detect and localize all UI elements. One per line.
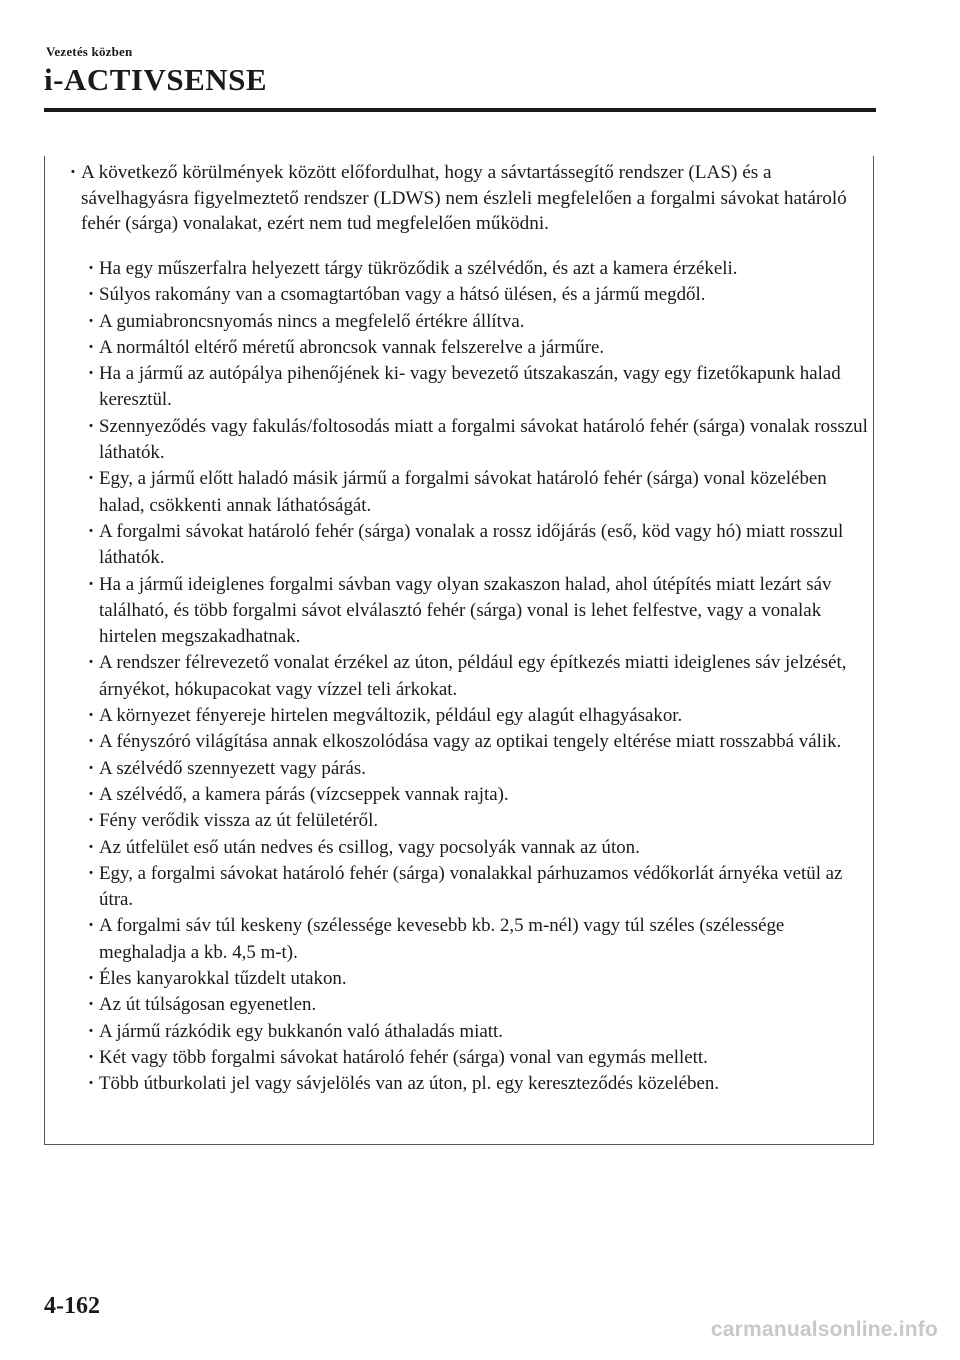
bullet-icon: · — [87, 284, 95, 306]
bullet-icon: · — [87, 363, 95, 385]
list-item-text: Az út túlságosan egyenetlen. — [99, 994, 317, 1016]
list-item-text: A környezet fényereje hirtelen megváltozik, például egy alagút elhagyásakor. — [99, 705, 683, 727]
bullet-icon: · — [87, 968, 95, 990]
list-item-text: Több útburkolati jel vagy sávjelölés van az úton, pl. egy kereszteződés közelében. — [99, 1073, 720, 1095]
bullet-icon: · — [87, 862, 95, 884]
list-item-text: Ha a jármű ideiglenes forgalmi sávban vagy olyan szakaszon halad, ahol útépítés miatt lezárt sáv található, és több forgalmi sávot elválasztó fehér (sárga) vonal is lehet felfestve, vagy a vonalak hirtelen megszakadhatnak. — [99, 573, 832, 648]
page-number: 4-162 — [44, 1293, 100, 1319]
list-item — [83, 256, 873, 282]
list-item — [83, 414, 873, 467]
bullet-icon: · — [87, 705, 95, 727]
list-item — [83, 519, 873, 572]
list-item-text: A forgalmi sáv túl keskeny (szélessége kevesebb kb. 2,5 m-nél) vagy túl széles (szélessége meghaladja a kb. 4,5 m-t). — [99, 915, 785, 963]
section-label: Vezetés közben — [46, 44, 133, 59]
bullet-icon: · — [87, 810, 95, 832]
bullet-icon: · — [87, 652, 95, 674]
bullet-icon: · — [87, 994, 95, 1016]
list-item — [83, 282, 873, 308]
condition-list — [83, 256, 873, 1098]
list-item-text: Az útfelület eső után nedves és csillog, vagy pocsolyák vannak az úton. — [99, 836, 640, 858]
bullet-icon: · — [87, 1073, 95, 1095]
list-item — [83, 966, 873, 992]
list-item — [83, 992, 873, 1018]
caution-note-box — [44, 156, 874, 1145]
bullet-icon: · — [87, 468, 95, 490]
watermark-logo: carmanualsonline.info — [710, 1318, 938, 1341]
bullet-icon: · — [87, 731, 95, 753]
list-item-text: Ha egy műszerfalra helyezett tárgy tükröződik a szélvédőn, és azt a kamera érzékeli. — [99, 258, 738, 279]
list-item-text: Egy, a jármű előtt haladó másik jármű a forgalmi sávokat határoló fehér (sárga) vonal közelében halad, csökkenti annak láthatóságát. — [99, 468, 827, 516]
list-item-text: Ha a jármű az autópálya pihenőjének ki- vagy bevezető útszakaszán, vagy egy fizetőkapunk halad keresztül. — [99, 363, 841, 411]
list-item — [83, 1071, 873, 1097]
list-item-text: A forgalmi sávokat határoló fehér (sárga) vonalak a rossz időjárás (eső, köd vagy hó) miatt rosszul láthatók. — [99, 520, 844, 569]
list-item — [83, 361, 873, 414]
list-item-text: Éles kanyarokkal tűzdelt utakon. — [99, 968, 347, 990]
list-item — [83, 861, 873, 914]
list-item-text: Szennyeződés vagy fakulás/foltosodás miatt a forgalmi sávokat határoló fehér (sárga) vonalak rosszul láthatók. — [99, 415, 868, 464]
list-item-text: A rendszer félrevezető vonalat érzékel az úton, például egy építkezés miatti ideiglenes sáv jelzését, árnyékot, hókupacokat vagy vízzel teli árkokat. — [99, 652, 847, 700]
list-item — [83, 808, 873, 834]
list-item-text: A szélvédő, a kamera párás (vízcseppek vannak rajta). — [99, 783, 509, 805]
bullet-icon: · — [87, 1020, 95, 1042]
list-item — [83, 782, 873, 808]
bullet-icon: · — [87, 836, 95, 858]
list-item — [83, 835, 873, 861]
bullet-icon: · — [87, 915, 95, 937]
bullet-icon: · — [87, 336, 95, 358]
list-item-text: A szélvédő szennyezett vagy párás. — [99, 757, 366, 779]
bullet-icon: · — [87, 783, 95, 805]
list-item-text: A gumiabroncsnyomás nincs a megfelelő értékre állítva. — [99, 310, 525, 332]
list-item — [83, 650, 873, 703]
list-item-text: A normáltól eltérő méretű abroncsok vannak felszerelve a járműre. — [99, 336, 605, 358]
bullet-icon: · — [87, 573, 95, 595]
bullet-icon: · — [87, 520, 95, 542]
bullet-icon: · — [87, 757, 95, 779]
list-item — [83, 913, 873, 966]
list-item — [83, 1019, 873, 1045]
bullet-icon: · — [87, 415, 95, 437]
list-item — [83, 729, 873, 755]
list-item-text: Súlyos rakomány van a csomagtartóban vagy a hátsó ülésen, és a jármű megdől. — [99, 284, 706, 306]
list-item — [83, 309, 873, 335]
note-intro — [65, 160, 865, 237]
list-item-text: A fényszóró világítása annak elkoszolódása vagy az optikai tengely eltérése miatt rosszabbá válik. — [99, 731, 842, 753]
bullet-icon: · — [87, 310, 95, 332]
list-item — [83, 335, 873, 361]
note-intro-text: A következő körülmények között előfordulhat, hogy a sávtartássegítő rendszer (LAS) és a sávelhagyásra figyelmeztető rendszer (LDWS) nem észleli megfelelően a forgalmi sávokat határoló fehér (sárga) vonalakat, ezért nem tud megfelelően működni. — [81, 162, 847, 234]
page-title: i-ACTIVSENSE — [44, 62, 268, 97]
title-divider — [44, 108, 876, 112]
bullet-icon: · — [69, 162, 77, 183]
list-item-text: Két vagy több forgalmi sávokat határoló fehér (sárga) vonal van egymás mellett. — [99, 1046, 708, 1068]
list-item-text: Egy, a forgalmi sávokat határoló fehér (sárga) vonalakkal párhuzamos védőkorlát árnyéka vetül az útra. — [99, 862, 843, 911]
list-item — [83, 466, 873, 519]
bullet-icon: · — [87, 258, 95, 279]
list-item — [83, 1045, 873, 1071]
list-item-text: Fény verődik vissza az út felületéről. — [99, 810, 379, 832]
list-item — [83, 572, 873, 651]
list-item-text: A jármű rázkódik egy bukkanón való áthaladás miatt. — [99, 1020, 503, 1042]
list-item — [83, 756, 873, 782]
bullet-icon: · — [87, 1046, 95, 1068]
list-item — [83, 703, 873, 729]
